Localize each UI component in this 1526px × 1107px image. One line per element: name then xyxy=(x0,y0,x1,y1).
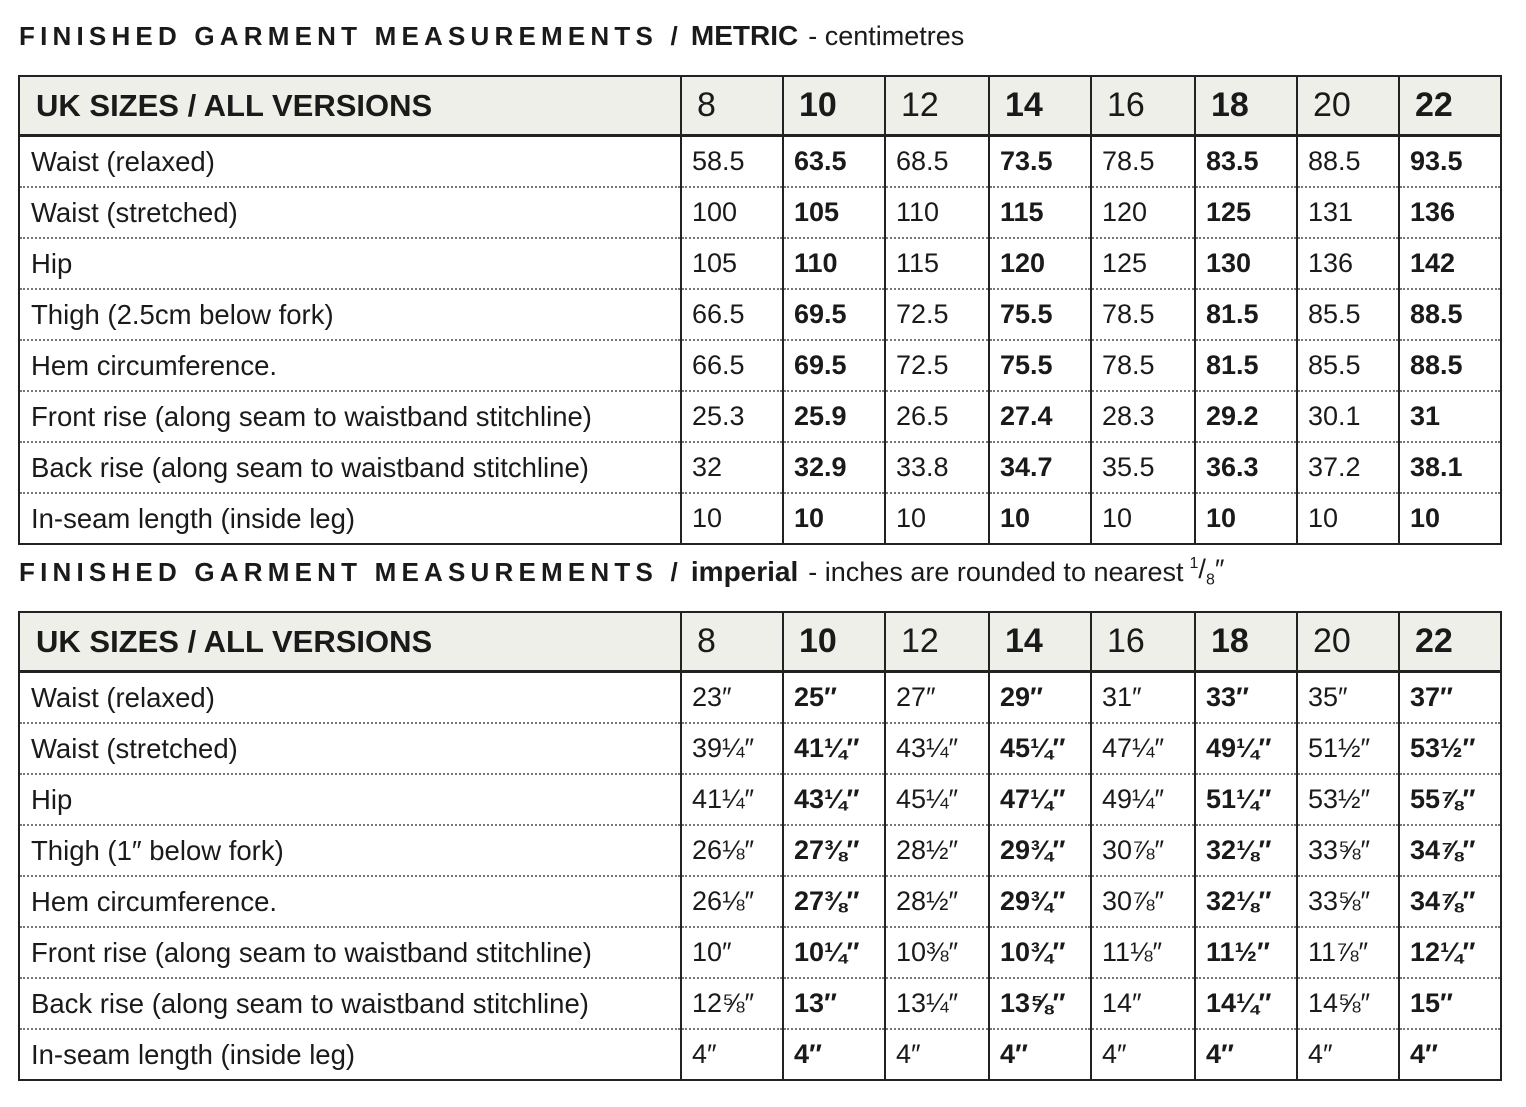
size-header-10: 10 xyxy=(783,76,885,136)
metric-header-row xyxy=(19,76,1501,136)
measurement-cell: 28.3 xyxy=(1091,391,1195,442)
measurement-cell: 51¼″ xyxy=(1195,774,1297,825)
measurement-cell: 10 xyxy=(1091,493,1195,544)
measurement-cell: 15″ xyxy=(1399,978,1501,1029)
measurement-cell: 11½″ xyxy=(1195,927,1297,978)
measurement-cell: 27⅜″ xyxy=(783,825,885,876)
metric-title xyxy=(19,16,964,56)
measurement-cell: 10 xyxy=(681,493,783,544)
row-label: Hem circumference. xyxy=(19,876,681,927)
size-header-16: 16 xyxy=(1091,76,1195,136)
measurement-cell: 10″ xyxy=(681,927,783,978)
measurement-cell: 110 xyxy=(783,238,885,289)
measurement-cell: 49¼″ xyxy=(1091,774,1195,825)
measurement-cell: 34⅞″ xyxy=(1399,825,1501,876)
measurement-cell: 27⅜″ xyxy=(783,876,885,927)
measurement-cell: 30⅞″ xyxy=(1091,825,1195,876)
size-header-8: 8 xyxy=(681,612,783,672)
measurement-cell: 31″ xyxy=(1091,672,1195,724)
measurement-cell: 4″ xyxy=(885,1029,989,1080)
row-label: Back rise (along seam to waistband stitchline) xyxy=(19,442,681,493)
measurement-cell: 49¼″ xyxy=(1195,723,1297,774)
measurement-cell: 28½″ xyxy=(885,876,989,927)
imperial-title-unit: imperial xyxy=(690,556,799,587)
measurement-cell: 26⅛″ xyxy=(681,825,783,876)
measurement-cell: 115 xyxy=(885,238,989,289)
row-label: In-seam length (inside leg) xyxy=(31,502,356,534)
measurement-cell: 32⅛″ xyxy=(1195,825,1297,876)
row-label: Waist (stretched) xyxy=(19,187,681,238)
measurement-cell: 31 xyxy=(1399,391,1501,442)
measurement-cell: 35″ xyxy=(1297,672,1399,724)
measurement-cell: 29¾″ xyxy=(989,876,1091,927)
measurement-cell: 53½″ xyxy=(1399,723,1501,774)
measurement-cell: 36.3 xyxy=(1195,442,1297,493)
measurement-cell: 39¼″ xyxy=(681,723,783,774)
table-row xyxy=(19,927,1501,978)
measurement-cell: 33⅝″ xyxy=(1297,876,1399,927)
size-header-18: 18 xyxy=(1195,612,1297,672)
measurement-cell: 27″ xyxy=(885,672,989,724)
row-label: Front rise (along seam to waistband stitchline) xyxy=(19,927,681,978)
measurement-cell: 10 xyxy=(1195,493,1297,544)
size-header-16: 16 xyxy=(1091,612,1195,672)
measurement-cell: 47¼″ xyxy=(1091,723,1195,774)
measurement-cell: 130 xyxy=(1195,238,1297,289)
metric-title-unit: METRIC xyxy=(690,20,799,51)
measurement-cell: 34.7 xyxy=(989,442,1091,493)
measurement-cell: 66.5 xyxy=(681,289,783,340)
table-row xyxy=(19,825,1501,876)
table-row xyxy=(19,442,1501,493)
imperial-measurements-table xyxy=(18,611,1502,1081)
fraction-numerator: 1 xyxy=(1189,555,1199,573)
table-row xyxy=(19,289,1501,340)
measurement-cell: 30.1 xyxy=(1297,391,1399,442)
measurement-cell: 27.4 xyxy=(989,391,1091,442)
measurement-cell: 73.5 xyxy=(989,136,1091,188)
row-label: Back rise (along seam to waistband stitchline) xyxy=(19,978,681,1029)
measurement-cell: 120 xyxy=(989,238,1091,289)
measurement-cell: 41¼″ xyxy=(783,723,885,774)
measurement-cell: 45¼″ xyxy=(885,774,989,825)
metric-title-sub: - centimetres xyxy=(808,20,965,51)
measurement-cell: 136 xyxy=(1399,187,1501,238)
row-label: Hip xyxy=(19,774,681,825)
measurement-cell: 12⅝″ xyxy=(681,978,783,1029)
measurement-cell: 25″ xyxy=(783,672,885,724)
measurement-cell: 85.5 xyxy=(1297,289,1399,340)
table-row xyxy=(19,238,1501,289)
size-header-10: 10 xyxy=(783,612,885,672)
measurement-cell: 14¼″ xyxy=(1195,978,1297,1029)
measurement-cell: 45¼″ xyxy=(989,723,1091,774)
measurement-cell: 29.2 xyxy=(1195,391,1297,442)
measurement-cell: 53½″ xyxy=(1297,774,1399,825)
measurement-cell: 125 xyxy=(1091,238,1195,289)
measurement-cell: 69.5 xyxy=(783,289,885,340)
measurement-cell: 100 xyxy=(681,187,783,238)
metric-header-label: UK SIZES / ALL VERSIONS xyxy=(19,76,681,136)
measurement-cell: 51½″ xyxy=(1297,723,1399,774)
imperial-header-label: UK SIZES / ALL VERSIONS xyxy=(19,612,681,672)
row-label: Waist (stretched) xyxy=(19,723,681,774)
measurement-cell: 10¾″ xyxy=(989,927,1091,978)
measurement-cell: 37″ xyxy=(1399,672,1501,724)
measurement-cell: 125 xyxy=(1195,187,1297,238)
measurement-cell: 25.9 xyxy=(783,391,885,442)
measurement-cell: 33.8 xyxy=(885,442,989,493)
table-row xyxy=(19,187,1501,238)
measurement-cell: 78.5 xyxy=(1091,340,1195,391)
table-row xyxy=(19,876,1501,927)
measurement-cell: 11⅞″ xyxy=(1297,927,1399,978)
table-row xyxy=(19,978,1501,1029)
measurement-cell: 105 xyxy=(681,238,783,289)
measurement-cell: 28½″ xyxy=(885,825,989,876)
measurement-cell: 136 xyxy=(1297,238,1399,289)
measurement-cell: 72.5 xyxy=(885,289,989,340)
fraction-denominator: 8 xyxy=(1205,571,1215,589)
measurement-cell: 29¾″ xyxy=(989,825,1091,876)
table-row xyxy=(19,672,1501,724)
metric-title-main: FINISHED GARMENT MEASUREMENTS / xyxy=(19,20,683,51)
imperial-title xyxy=(19,552,1224,592)
measurement-cell: 32.9 xyxy=(783,442,885,493)
size-header-22: 22 xyxy=(1399,612,1501,672)
measurement-cell: 4″ xyxy=(989,1029,1091,1080)
table-row xyxy=(19,1029,1501,1080)
measurement-cell: 11⅛″ xyxy=(1091,927,1195,978)
imperial-title-main: FINISHED GARMENT MEASUREMENTS / xyxy=(19,556,683,587)
measurement-cell: 4″ xyxy=(1195,1029,1297,1080)
table-row xyxy=(19,493,1501,544)
measurement-cell: 4″ xyxy=(1091,1029,1195,1080)
size-header-20: 20 xyxy=(1297,612,1399,672)
imperial-title-sub: - inches are rounded to nearest xyxy=(808,556,1184,587)
measurement-cell: 14″ xyxy=(1091,978,1195,1029)
measurement-cell: 75.5 xyxy=(989,340,1091,391)
measurement-cell: 32⅛″ xyxy=(1195,876,1297,927)
measurement-cell: 110 xyxy=(885,187,989,238)
measurement-cell: 10¼″ xyxy=(783,927,885,978)
measurement-cell: 142 xyxy=(1399,238,1501,289)
measurement-cell: 78.5 xyxy=(1091,289,1195,340)
measurement-cell: 23″ xyxy=(681,672,783,724)
table-row xyxy=(19,774,1501,825)
measurement-cell: 4″ xyxy=(681,1029,783,1080)
table-row xyxy=(19,391,1501,442)
measurement-cell: 10 xyxy=(1399,493,1501,544)
table-row xyxy=(19,723,1501,774)
measurement-cell: 4″ xyxy=(783,1029,885,1080)
size-header-14: 14 xyxy=(989,612,1091,672)
measurement-cell: 68.5 xyxy=(885,136,989,188)
size-header-12: 12 xyxy=(885,76,989,136)
table-row xyxy=(19,136,1501,188)
measurement-cell: 120 xyxy=(1091,187,1195,238)
measurement-cell: 10 xyxy=(783,493,885,544)
measurement-cell: 81.5 xyxy=(1195,289,1297,340)
size-header-14: 14 xyxy=(989,76,1091,136)
measurement-cell: 69.5 xyxy=(783,340,885,391)
size-header-22: 22 xyxy=(1399,76,1501,136)
measurement-cell: 81.5 xyxy=(1195,340,1297,391)
imperial-header-row xyxy=(19,612,1501,672)
measurement-cell: 78.5 xyxy=(1091,136,1195,188)
table-row xyxy=(19,340,1501,391)
row-label: Hem circumference. xyxy=(19,340,681,391)
row-label: Waist (relaxed) xyxy=(19,136,681,188)
row-label: Thigh (1″ below fork) xyxy=(19,825,681,876)
measurement-cell: 10 xyxy=(989,493,1091,544)
measurement-cell: 43¼″ xyxy=(885,723,989,774)
measurement-cell: 12¼″ xyxy=(1399,927,1501,978)
row-label: Thigh (2.5cm below fork) xyxy=(19,289,681,340)
row-label: In-seam length (inside leg) xyxy=(31,1038,356,1070)
measurement-cell: 13¼″ xyxy=(885,978,989,1029)
measurement-cell: 88.5 xyxy=(1297,136,1399,188)
measurement-cell: 33″ xyxy=(1195,672,1297,724)
measurement-cell: 13″ xyxy=(783,978,885,1029)
measurement-cell: 88.5 xyxy=(1399,340,1501,391)
measurement-cell: 4″ xyxy=(1399,1029,1501,1080)
measurement-cell: 47¼″ xyxy=(989,774,1091,825)
measurement-cell: 10⅜″ xyxy=(885,927,989,978)
size-header-18: 18 xyxy=(1195,76,1297,136)
measurement-cell: 4″ xyxy=(1297,1029,1399,1080)
measurement-cell: 75.5 xyxy=(989,289,1091,340)
measurement-cell: 25.3 xyxy=(681,391,783,442)
size-header-8: 8 xyxy=(681,76,783,136)
row-label: Front rise (along seam to waistband stitchline) xyxy=(19,391,681,442)
inch-mark: ″ xyxy=(1214,554,1225,585)
measurement-cell: 26.5 xyxy=(885,391,989,442)
measurement-cell: 37.2 xyxy=(1297,442,1399,493)
measurement-cell: 10 xyxy=(1297,493,1399,544)
measurement-cell: 14⅝″ xyxy=(1297,978,1399,1029)
size-header-12: 12 xyxy=(885,612,989,672)
measurement-cell: 38.1 xyxy=(1399,442,1501,493)
imperial-title-fraction: $^1/_8''$ xyxy=(1189,554,1225,589)
size-header-20: 20 xyxy=(1297,76,1399,136)
measurement-cell: 30⅞″ xyxy=(1091,876,1195,927)
measurement-cell: 88.5 xyxy=(1399,289,1501,340)
measurement-cell: 66.5 xyxy=(681,340,783,391)
measurement-cell: 35.5 xyxy=(1091,442,1195,493)
measurement-cell: 41¼″ xyxy=(681,774,783,825)
measurement-cell: 85.5 xyxy=(1297,340,1399,391)
metric-measurements-table xyxy=(18,75,1502,545)
measurement-cell: 72.5 xyxy=(885,340,989,391)
measurement-cell: 105 xyxy=(783,187,885,238)
measurement-cell: 29″ xyxy=(989,672,1091,724)
measurement-cell: 26⅛″ xyxy=(681,876,783,927)
measurement-cell: 93.5 xyxy=(1399,136,1501,188)
row-label: Hip xyxy=(19,238,681,289)
measurement-cell: 32 xyxy=(681,442,783,493)
measurement-cell: 83.5 xyxy=(1195,136,1297,188)
measurement-cell: 55⅞″ xyxy=(1399,774,1501,825)
measurement-cell: 63.5 xyxy=(783,136,885,188)
measurement-cell: 33⅝″ xyxy=(1297,825,1399,876)
measurement-cell: 115 xyxy=(989,187,1091,238)
measurement-cell: 34⅞″ xyxy=(1399,876,1501,927)
measurement-cell: 10 xyxy=(885,493,989,544)
measurement-cell: 58.5 xyxy=(681,136,783,188)
measurement-cell: 13⅝″ xyxy=(989,978,1091,1029)
row-label: Waist (relaxed) xyxy=(19,672,681,724)
measurement-cell: 131 xyxy=(1297,187,1399,238)
measurement-cell: 43¼″ xyxy=(783,774,885,825)
